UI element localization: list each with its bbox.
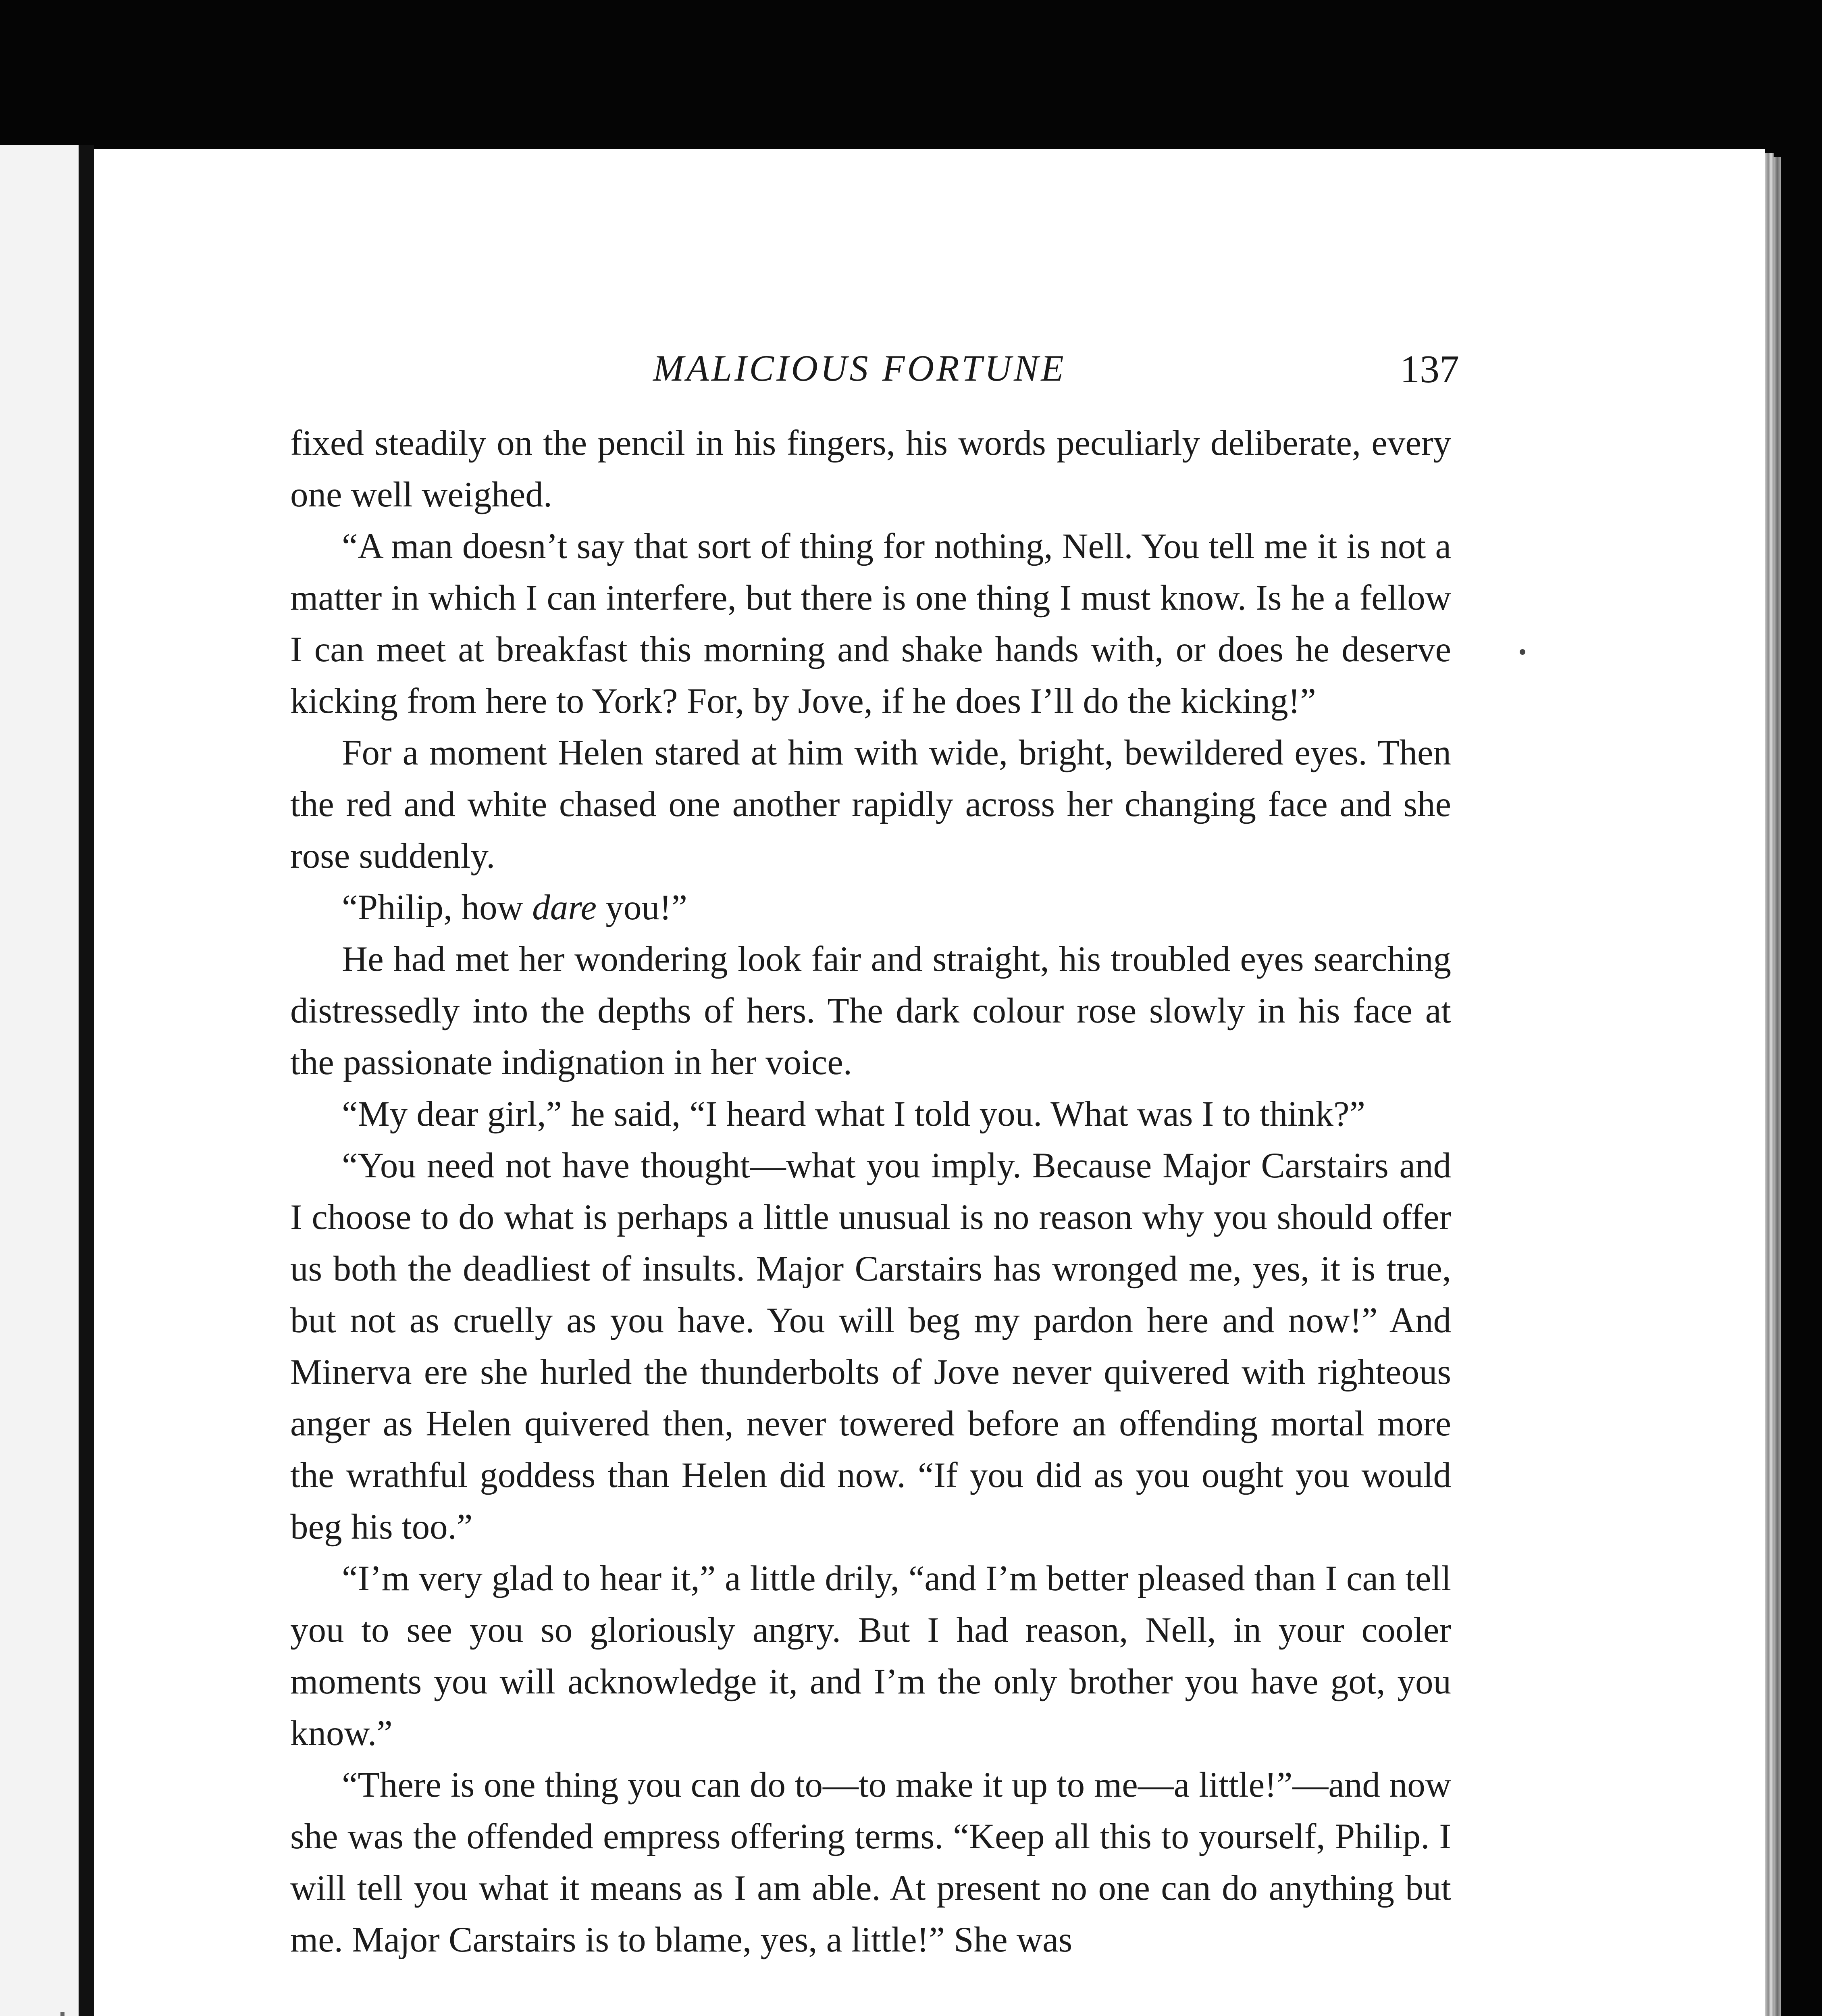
paragraph — [290, 1759, 1451, 1966]
text-run: “A man doesn’t say that sort of thing for nothing, Nell. You tell me it is not a matter in which I can interfere, but there is one thing I must know. Is he a fellow I can meet at breakfast this morning and shake hands with, or does he deserve kicking from here to York? For, by Jove, if he does I’ll do the kicking!” — [290, 527, 1451, 721]
paragraph — [290, 1553, 1451, 1759]
text-run: “You need not have thought—what you imply. Because Major Carstairs and I choose to do what is perhaps a little unusual is no reason why you should offer us both the deadliest of insults. Major Carstairs has wronged me, yes, it is true, but not as cruelly as you have. You will beg my pardon here and now!” And Minerva ere she hurled the thunderbolts of Jove never quivered with righteous anger as Helen quivered then, never towered before an offending mortal more the wrathful goddess than Helen did now. “If you did as you ought you would beg his too.” — [290, 1146, 1451, 1547]
text-run: For a moment Helen stared at him with wide, bright, bewildered eyes. Then the red and white chased one another rapidly across her changing face and she rose suddenly. — [290, 733, 1451, 876]
paragraph — [290, 882, 1451, 933]
previous-page-edge — [0, 145, 81, 2016]
running-head — [290, 347, 1459, 395]
text-run: “I’m very glad to hear it,” a little drily, “and I’m better pleased than I can tell you to see you so gloriously angry. But I had reason, Nell, in your cooler moments you will acknowledge it, and I’m the only brother you have got, you know.” — [290, 1559, 1451, 1753]
text-run: you!” — [597, 888, 687, 927]
text-run: He had met her wondering look fair and straight, his troubled eyes searching distressedly into the depths of hers. The dark colour rose slowly in his face at the passionate indignation in her voice. — [290, 939, 1451, 1082]
paragraph — [290, 727, 1451, 882]
running-title: MALICIOUS FORTUNE — [653, 348, 1066, 389]
text-run: “Philip, how — [342, 888, 532, 927]
italic-text: dare — [532, 888, 597, 927]
page-stack-edge-outer — [1774, 157, 1781, 2016]
paragraph — [290, 1088, 1451, 1140]
text-run: “My dear girl,” he said, “I heard what I told you. What was I to think?” — [342, 1094, 1365, 1134]
text-run: fixed steadily on the pencil in his fingers, his words peculiarly deliberate, every one well weighed. — [290, 423, 1451, 514]
paragraph — [290, 521, 1451, 727]
paragraph — [290, 417, 1451, 521]
scan-speck — [1520, 649, 1525, 655]
page-stack-edge — [1765, 153, 1774, 2016]
paragraph — [290, 1140, 1451, 1553]
book-binding-gutter — [79, 145, 94, 2016]
page-number: 137 — [1400, 348, 1459, 391]
text-run: “There is one thing you can do to—to make it up to me—a little!”—and now she was the offended empress offering terms. “Keep all this to yourself, Philip. I will tell you what it means as I am able. At present no one can do anything but me. Major Carstairs is to blame, yes, a little!” She was — [290, 1765, 1451, 1960]
scan-speck — [60, 2012, 64, 2016]
body-text — [290, 417, 1451, 1966]
paragraph — [290, 933, 1451, 1088]
